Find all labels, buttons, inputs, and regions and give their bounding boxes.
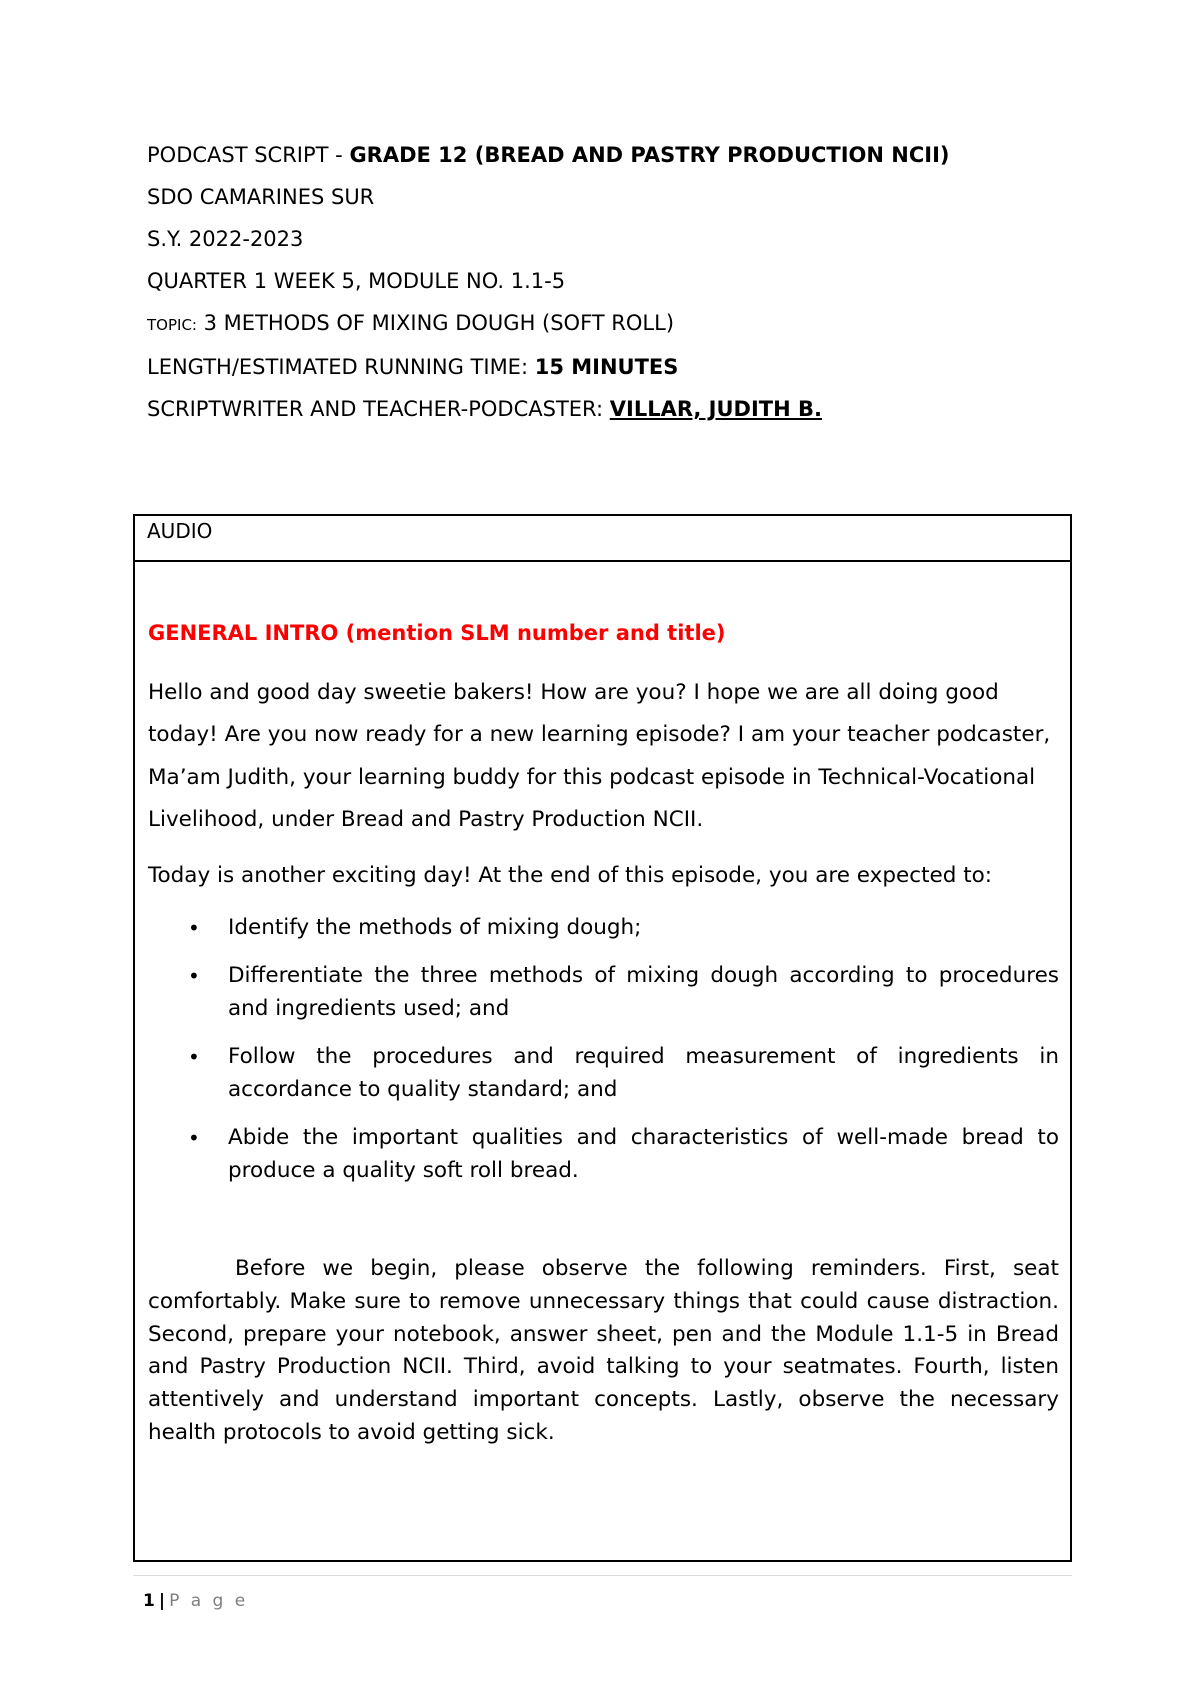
- topic-line: [147, 302, 1077, 346]
- writer-name: VILLAR, JUDITH B.: [609, 397, 822, 421]
- topic-label: TOPIC:: [147, 316, 197, 334]
- writer-line: [147, 388, 1077, 430]
- school-year-line: S.Y. 2022-2023: [147, 227, 304, 251]
- list-item: • Follow the procedures and required measurement of ingredients in accordance to quality standard; and: [148, 1041, 1059, 1106]
- division-line: SDO CAMARINES SUR: [147, 185, 375, 209]
- page-separator: |: [158, 1591, 166, 1611]
- quarter-line: QUARTER 1 WEEK 5, MODULE NO. 1.1-5: [147, 269, 566, 293]
- list-item: • Identify the methods of mixing dough;: [148, 912, 1059, 945]
- script-title-prefix: PODCAST SCRIPT -: [147, 143, 350, 167]
- length-label: LENGTH/ESTIMATED RUNNING TIME:: [147, 355, 535, 379]
- script-header: [147, 134, 1077, 430]
- greeting-paragraph: Hello and good day sweetie bakers! How are you? I hope we are all doing good today! Are you now ready for a new learning episode? I am your teacher podcaster, Ma’am Judith, your learning buddy for this podcast episode in Technical-Vocational Livelihood, under Bread and Pastry Production NCII.: [148, 680, 1051, 833]
- topic-value: 3 METHODS OF MIXING DOUGH (SOFT ROLL): [196, 311, 675, 335]
- page-footer: [143, 1589, 248, 1613]
- list-item: • Differentiate the three methods of mixing dough according to procedures and ingredients used; and: [148, 960, 1059, 1025]
- length-value: 15 MINUTES: [534, 355, 679, 379]
- bullet-icon: •: [188, 1045, 200, 1070]
- writer-label: SCRIPTWRITER AND TEACHER-PODCASTER:: [147, 397, 610, 421]
- general-intro-title: GENERAL INTRO (mention SLM number and title): [148, 621, 726, 645]
- script-title-line: [147, 134, 1077, 176]
- script-title-grade: GRADE 12 (BREAD AND PASTRY PRODUCTION NCII): [349, 143, 950, 167]
- bullet-icon: •: [188, 915, 200, 940]
- list-item: • Abide the important qualities and characteristics of well-made bread to produce a quality soft roll bread.: [148, 1122, 1059, 1187]
- objectives-intro: Today is another exciting day! At the end of this episode, you are expected to:: [148, 862, 993, 888]
- page-label: P a g e: [169, 1591, 249, 1611]
- page-number: 1: [143, 1591, 155, 1611]
- bullet-icon: •: [188, 1126, 200, 1151]
- reminders-paragraph: Before we begin, please observe the following reminders. First, seat comfortably. Make sure to remove unnecessary things that could cause distraction. Second, prepare your notebook, answer sheet, pen and the Module 1.1-5 in Bread and Pastry Production NCII. Third, avoid talking to your seatmates. Fourth, listen attentively and understand important concepts. Lastly, observe the necessary health protocols to avoid getting sick.: [148, 1256, 1059, 1445]
- objectives-list: [148, 912, 1059, 1188]
- audio-cell: [135, 618, 1070, 1449]
- footer-divider: [133, 1575, 1072, 1576]
- length-line: [147, 346, 1077, 388]
- audio-column-header: AUDIO: [135, 516, 1070, 562]
- bullet-icon: •: [188, 964, 200, 989]
- audio-table: [133, 514, 1072, 1562]
